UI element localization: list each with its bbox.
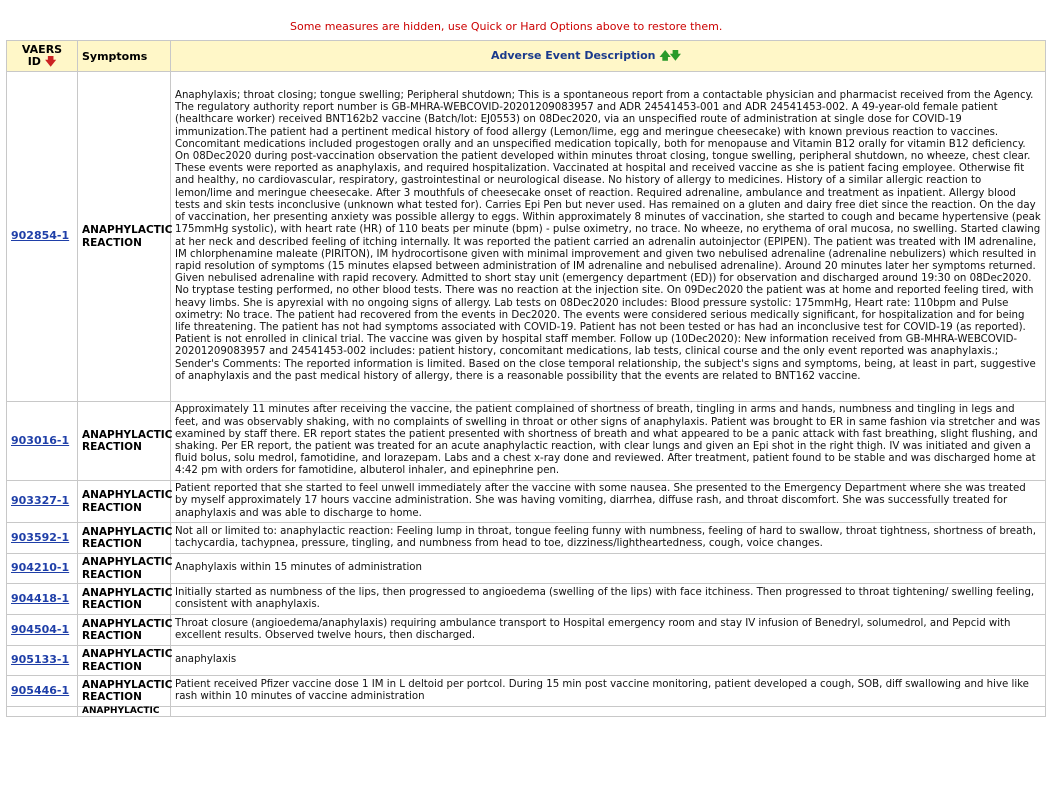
- symptom-cell: ANAPHYLACTIC REACTION: [78, 676, 171, 707]
- table-row: [7, 584, 1046, 615]
- vaers-id-cell: [7, 402, 78, 481]
- symptom-cell: ANAPHYLACTIC REACTION: [78, 615, 171, 646]
- table-header-row: [7, 41, 1046, 72]
- table-row: [7, 523, 1046, 554]
- symptom-cell: ANAPHYLACTIC REACTION: [78, 554, 171, 584]
- description-cell: anaphylaxis: [171, 646, 1046, 676]
- description-cell: Initially started as numbness of the lips, then progressed to angioedema (swelling of the lips) with face itchiness. Then progressed to throat tightening/ swelling feeling, consistent with anaphylaxis.: [171, 584, 1046, 615]
- vaers-id-header-label: VAERS ID: [21, 43, 63, 68]
- vaers-id-header[interactable]: [7, 41, 78, 72]
- symptoms-header-label: Symptoms: [82, 49, 148, 63]
- table-row: [7, 554, 1046, 584]
- vaers-id-cell: [7, 523, 78, 554]
- description-header-label: Adverse Event Description: [491, 48, 656, 62]
- symptoms-header[interactable]: [78, 41, 171, 72]
- vaers-id-cell: [7, 584, 78, 615]
- vaers-id-cell: [7, 481, 78, 523]
- description-cell: Throat closure (angioedema/anaphylaxis) requiring ambulance transport to Hospital emergency room and stay IV infusion of Benedryl, solumedrol, and Pepcid with excellent results. Observed twelve hours, then discharged.: [171, 615, 1046, 646]
- symptom-cell: ANAPHYLACTIC REACTION: [78, 646, 171, 676]
- results-table-container: [6, 40, 1041, 716]
- sort-toggle-icon[interactable]: 🡅🡇: [659, 48, 681, 62]
- vaers-id-link[interactable]: 905446-1: [11, 683, 70, 697]
- vaers-id-cell: [7, 72, 78, 402]
- vaers-id-link[interactable]: 903016-1: [11, 433, 70, 447]
- table-row: [7, 481, 1046, 523]
- sort-descending-icon[interactable]: 🡇: [44, 55, 57, 68]
- symptom-cell: ANAPHYLACTIC REACTION: [78, 72, 171, 402]
- symptom-cell: ANAPHYLACTIC: [78, 707, 171, 717]
- table-row: [7, 676, 1046, 707]
- vaers-id-cell: [7, 615, 78, 646]
- table-row: [7, 646, 1046, 676]
- vaers-results-table: [6, 40, 1046, 717]
- vaers-id-cell: [7, 554, 78, 584]
- symptom-cell: ANAPHYLACTIC REACTION: [78, 481, 171, 523]
- description-cell: Patient reported that she started to feel unwell immediately after the vaccine with some nausea. She presented to the Emergency Department where she was treated by myself approximately 17 hours vaccine administration. She was having vomiting, diarrhea, diffuse rash, and throat discomfort. She was successfully treated for anaphylaxis and was able to discharge to home.: [171, 481, 1046, 523]
- vaers-id-link[interactable]: 902854-1: [11, 229, 70, 243]
- vaers-id-link[interactable]: 904504-1: [11, 622, 70, 636]
- symptom-cell: ANAPHYLACTIC REACTION: [78, 584, 171, 615]
- description-cell: Approximately 11 minutes after receiving the vaccine, the patient complained of shortness of breath, tingling in arms and hands, numbness and tingling in legs and feet, and was observably shaking, with no complaints of swelling in throat or other signs of anaphylaxis. Patient was brought to ER in same fashion via stretcher and was examined by staff there. ER report states the patient presented with shortness of breath and what appeared to be a panic attack with fast breathing, slight flushing, and shaking. Per ER report, the patient was treated for an acute anaphylactic reaction, with clear lungs and given an Epi shot in the right thigh. IV was initiated and given a fluid bolus, solu medrol, famotidine, and lorazepam. Labs and a chest x-ray done and reviewed. After treatment, patient found to be stable and was discharged home at 4:42 pm with orders for famotidine, albuterol inhaler, and epinephrine pen.: [171, 402, 1046, 481]
- table-row: [7, 402, 1046, 481]
- description-header[interactable]: [171, 41, 1046, 72]
- symptom-cell: ANAPHYLACTIC REACTION: [78, 523, 171, 554]
- description-cell: Anaphylaxis within 15 minutes of administration: [171, 554, 1046, 584]
- hidden-measures-notice: Some measures are hidden, use Quick or Hard Options above to restore them.: [290, 20, 723, 33]
- vaers-id-link[interactable]: 904418-1: [11, 591, 70, 605]
- description-cell: [171, 707, 1046, 717]
- description-cell: Not all or limited to: anaphylactic reaction: Feeling lump in throat, tongue feeling funny with numbness, feeling of hard to swallow, throat tightness, shortness of breath, tachycardia, tachypnea, pressure, tingling, and numbness from head to toe, dizziness/lightheartedness, cough, voice changes.: [171, 523, 1046, 554]
- vaers-id-link[interactable]: 903327-1: [11, 494, 70, 508]
- symptom-cell: ANAPHYLACTIC REACTION: [78, 402, 171, 481]
- vaers-id-link[interactable]: 905133-1: [11, 653, 70, 667]
- table-row: [7, 707, 1046, 717]
- table-row: [7, 615, 1046, 646]
- description-cell: Patient received Pfizer vaccine dose 1 IM in L deltoid per portcol. During 15 min post vaccine monitoring, patient developed a cough, SOB, diff swallowing and hive like rash within 10 minutes of vaccine administration: [171, 676, 1046, 707]
- vaers-id-cell: [7, 646, 78, 676]
- description-cell: Anaphylaxis; throat closing; tongue swelling; Peripheral shutdown; This is a spontaneous report from a contactable physician and pharmacist received from the Agency. The regulatory authority report number is GB-MHRA-WEBCOVID-20201209083957 and ADR 24541453-001 and ADR 24541453-002. A 49-year-old female patient (healthcare worker) received BNT162b2 vaccine (Batch/lot: EJ0553) on 08Dec2020, via an unspecified route of administration at single dose for COVID-19 immunization.The patient had a pertinent medical history of food allergy (Lemon/lime, egg and meringue cheesecake) with known previous reaction to vaccines. Concomitant medications included progestogen orally and an unspecified medication topically, both for menopause and Vitamin B12 orally for vitamin B12 deficiency. On 08Dec2020 during post-vaccination observation the patient developed within minutes throat closing, tongue swelling, peripheral shutdown, no wheeze, chest clear. These events were reported as anaphylaxis, and required hospitalization. Vaccinated at hospital and received vaccine as she is patient facing employee. Otherwise fit and healthy, no cardiovascular, respiratory, gastrointestinal or neurological disease. No history of allergy to medicines. History of a similar allergic reaction to lemon/lime and meringue cheesecake. After 3 mouthfuls of cheesecake onset of reaction. Required adrenaline, ambulance and treatment as inpatient. Allergy blood tests and skin tests inconclusive (unknown what tested for). Carries Epi Pen but never used. Has remained on a gluten and dairy free diet since the reaction. On the day of vaccination, her presenting anxiety was possible allergy to eggs. Within approximately 8 minutes of vaccination, she started to cough and became hypertensive (peak 175mmHg systolic), with heart rate (HR) of 110 beats per minute (bpm) - pulse oximetry, no trace. No wheeze, no erythema of oral mucosa, no swelling. Started clawing at her neck and described feeling of itching internally. It was reported the patient carried an adrenalin autoinjector (EPIPEN). The patient was treated with IM adrenaline, IM chlorphenamine maleate (PIRITON), IM hydrocortisone given with minimal improvement and given two nebulised adrenaline (adrenaline nebulizers) which resulted in rapid resolution of symptoms (15 minutes elapsed between administration of IM adrenaline and nebulised adrenaline). Around 20 minutes later her symptoms returned. Given nebulised adrenaline with rapid recovery. Admitted to short stay unit (emergency department (ED)) for observation and discharged around 19:30 on 08Dec2020. No tryptase testing performed, no other blood tests. There was no reaction at the injection site. On 09Dec2020 the patient was at home and reported feeling tired, with heavy limbs. She is apyrexial with no ongoing signs of allergy. Lab tests on 08Dec2020 includes: Blood pressure systolic: 175mmHg, Heart rate: 110bpm and Pulse oximetry: No trace. The patient had recovered from the events in Dec2020. The events were considered serious medically significant, for hospitalization and for being life threatening. The patient has not had symptoms associated with COVID-19. Patient has not been tested or has had an inconclusive test for COVID-19 (as reported). Patient is not enrolled in clinical trial. The vaccine was given by hospital staff member. Follow up (10Dec2020): New information received from GB-MHRA-WEBCOVID-20201209083957 and 24541453-002 includes: patient history, concomitant medications, lab tests, clinical course and the only event reported was anaphylaxis.; Sender's Comments: The reported information is limited. Based on the close temporal relationship, the subject's signs and symptoms, being, at least in part, suggestive of anaphylaxis and the past medical history of allergy, there is a reasonable possibility that the events are related to BNT162 vaccine.: [171, 72, 1046, 402]
- table-row: [7, 72, 1046, 402]
- vaers-id-link[interactable]: 903592-1: [11, 530, 70, 544]
- vaers-id-link[interactable]: 904210-1: [11, 561, 70, 575]
- vaers-id-cell: [7, 676, 78, 707]
- vaers-id-cell: [7, 707, 78, 717]
